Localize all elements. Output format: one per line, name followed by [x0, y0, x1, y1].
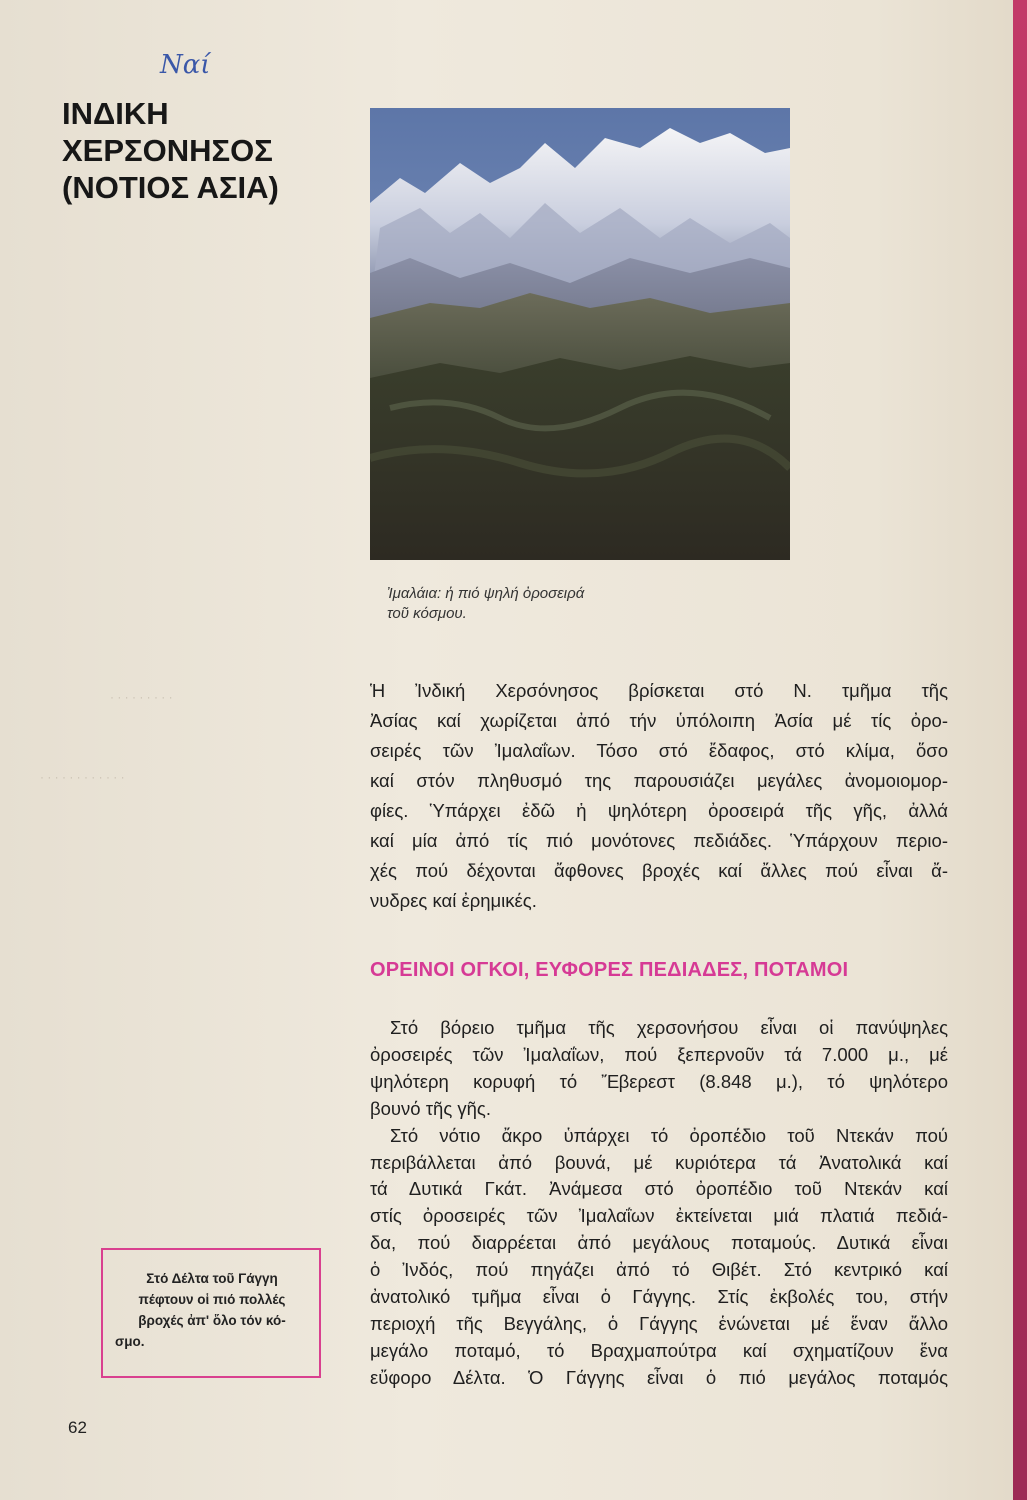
bleed-through-text: · · · · · · · · · · · ·	[40, 770, 125, 784]
note-line: πέφτουν οἱ πιό πολλές	[138, 1292, 286, 1307]
body-line: περιβάλλεται ἀπό βουνά, μέ κυριότερα τά Ἀνατολικά καί	[370, 1151, 948, 1173]
chapter-title-line: (ΝΟΤΙΟΣ ΑΣΙΑ)	[62, 170, 279, 205]
note-line: σμο.	[115, 1334, 145, 1349]
note-line: Στό Δέλτα τοῦ Γάγγη	[146, 1271, 278, 1286]
himalaya-photo	[370, 108, 790, 560]
caption-line: τοῦ κόσμου.	[387, 605, 467, 622]
body-line: Στό βόρειο τμῆμα τῆς χερσονήσου εἶναι οἱ πανύψηλες	[390, 1017, 948, 1038]
body-line: ψηλότερη κορυφή τό Ἔβερεστ (8.848 μ.), τό ψηλότερο	[370, 1070, 948, 1092]
intro-line: φίες. Ὑπάρχει ἐδῶ ἡ ψηλότερη ὀροσειρά τῆς γῆς, ἀλλά	[370, 800, 948, 821]
body-line: περιοχή τῆς Βεγγάλης, ὁ Γάγγης ἑνώνεται μέ ἕναν ἄλλο	[370, 1312, 948, 1334]
body-line: ἀνατολικό τμῆμα εἶναι ὁ Γάγγης. Στίς ἐκβολές του, στήν	[370, 1286, 948, 1308]
body-line: δα, πού διαρρέεται ἀπό μεγάλους ποταμούς. Δυτικά εἶναι	[370, 1232, 948, 1254]
chapter-title	[62, 95, 342, 206]
intro-line: καί στόν πληθυσμό της παρουσιάζει μεγάλες ἀνομοιομορ-	[370, 770, 948, 791]
body-line: βουνό τῆς γῆς.	[370, 1097, 491, 1119]
intro-line: νυδρες καί ἐρημικές.	[370, 890, 537, 911]
intro-paragraph	[370, 676, 948, 916]
body-line: Στό νότιο ἄκρο ὑπάρχει τό ὀροπέδιο τοῦ Ντεκάν πού	[390, 1124, 948, 1146]
note-line: βροχές ἀπ' ὅλο τόν κό-	[138, 1313, 286, 1328]
body-line: ὁ Ἰνδός, πού πηγάζει ἀπό τό Θιβέτ. Στό κεντρικό καί	[370, 1259, 948, 1281]
body-line: στίς ὀροσειρές τῶν Ἰμαλαΐων ἐκτείνεται μιά πλατιά πεδιά-	[370, 1205, 948, 1227]
photo-caption	[387, 584, 707, 624]
section-heading: ΟΡΕΙΝΟΙ ΟΓΚΟΙ, ΕΥΦΟΡΕΣ ΠΕΔΙΑΔΕΣ, ΠΟΤΑΜΟΙ	[370, 959, 849, 981]
page-edge-stripe	[1013, 0, 1027, 1500]
caption-line: Ἰμαλάια: ἡ πιό ψηλή ὀροσειρά	[387, 585, 585, 602]
intro-line: Ἀσίας καί χωρίζεται ἀπό τήν ὑπόλοιπη Ἀσία μέ τίς ὀρο-	[370, 710, 948, 731]
body-line: εὔφορο Δέλτα. Ὁ Γάγγης εἶναι ὁ πιό μεγάλος ποταμός	[370, 1366, 948, 1388]
body-line: ὀροσειρές τῶν Ἰμαλαΐων, πού ξεπερνοῦν τά 7.000 μ., μέ	[370, 1043, 948, 1065]
body-text	[370, 1015, 948, 1392]
page-number: 62	[68, 1418, 87, 1437]
side-note-box	[101, 1248, 321, 1378]
intro-line: χές πού δέχονται ἄφθονες βροχές καί ἄλλες πού εἶναι ἄ-	[370, 860, 948, 881]
intro-line: Ἡ Ἰνδική Χερσόνησος βρίσκεται στό Ν. τμῆμα τῆς	[370, 680, 948, 701]
chapter-title-line: ΧΕΡΣΟΝΗΣΟΣ	[62, 133, 273, 168]
intro-line: σειρές τῶν Ἰμαλαΐων. Τόσο στό ἔδαφος, στό κλίμα, ὅσο	[370, 740, 948, 761]
body-line: μεγάλο ποταμό, τό Βραχμαπούτρα καί σχηματίζουν ἕνα	[370, 1339, 948, 1361]
bleed-through-text: · · · · · · · · ·	[110, 690, 173, 704]
intro-line: καί μία ἀπό τίς πιό μονότονες πεδιάδες. Ὑπάρχουν περιο-	[370, 830, 948, 851]
body-line: τά Δυτικά Γκάτ. Ἀνάμεσα στό ὀροπέδιο τοῦ Ντεκάν καί	[370, 1178, 948, 1200]
handwritten-note: Ναί	[160, 50, 211, 80]
himalaya-photo-illustration	[370, 108, 790, 560]
chapter-title-line: ΙΝΔΙΚΗ	[62, 96, 169, 131]
